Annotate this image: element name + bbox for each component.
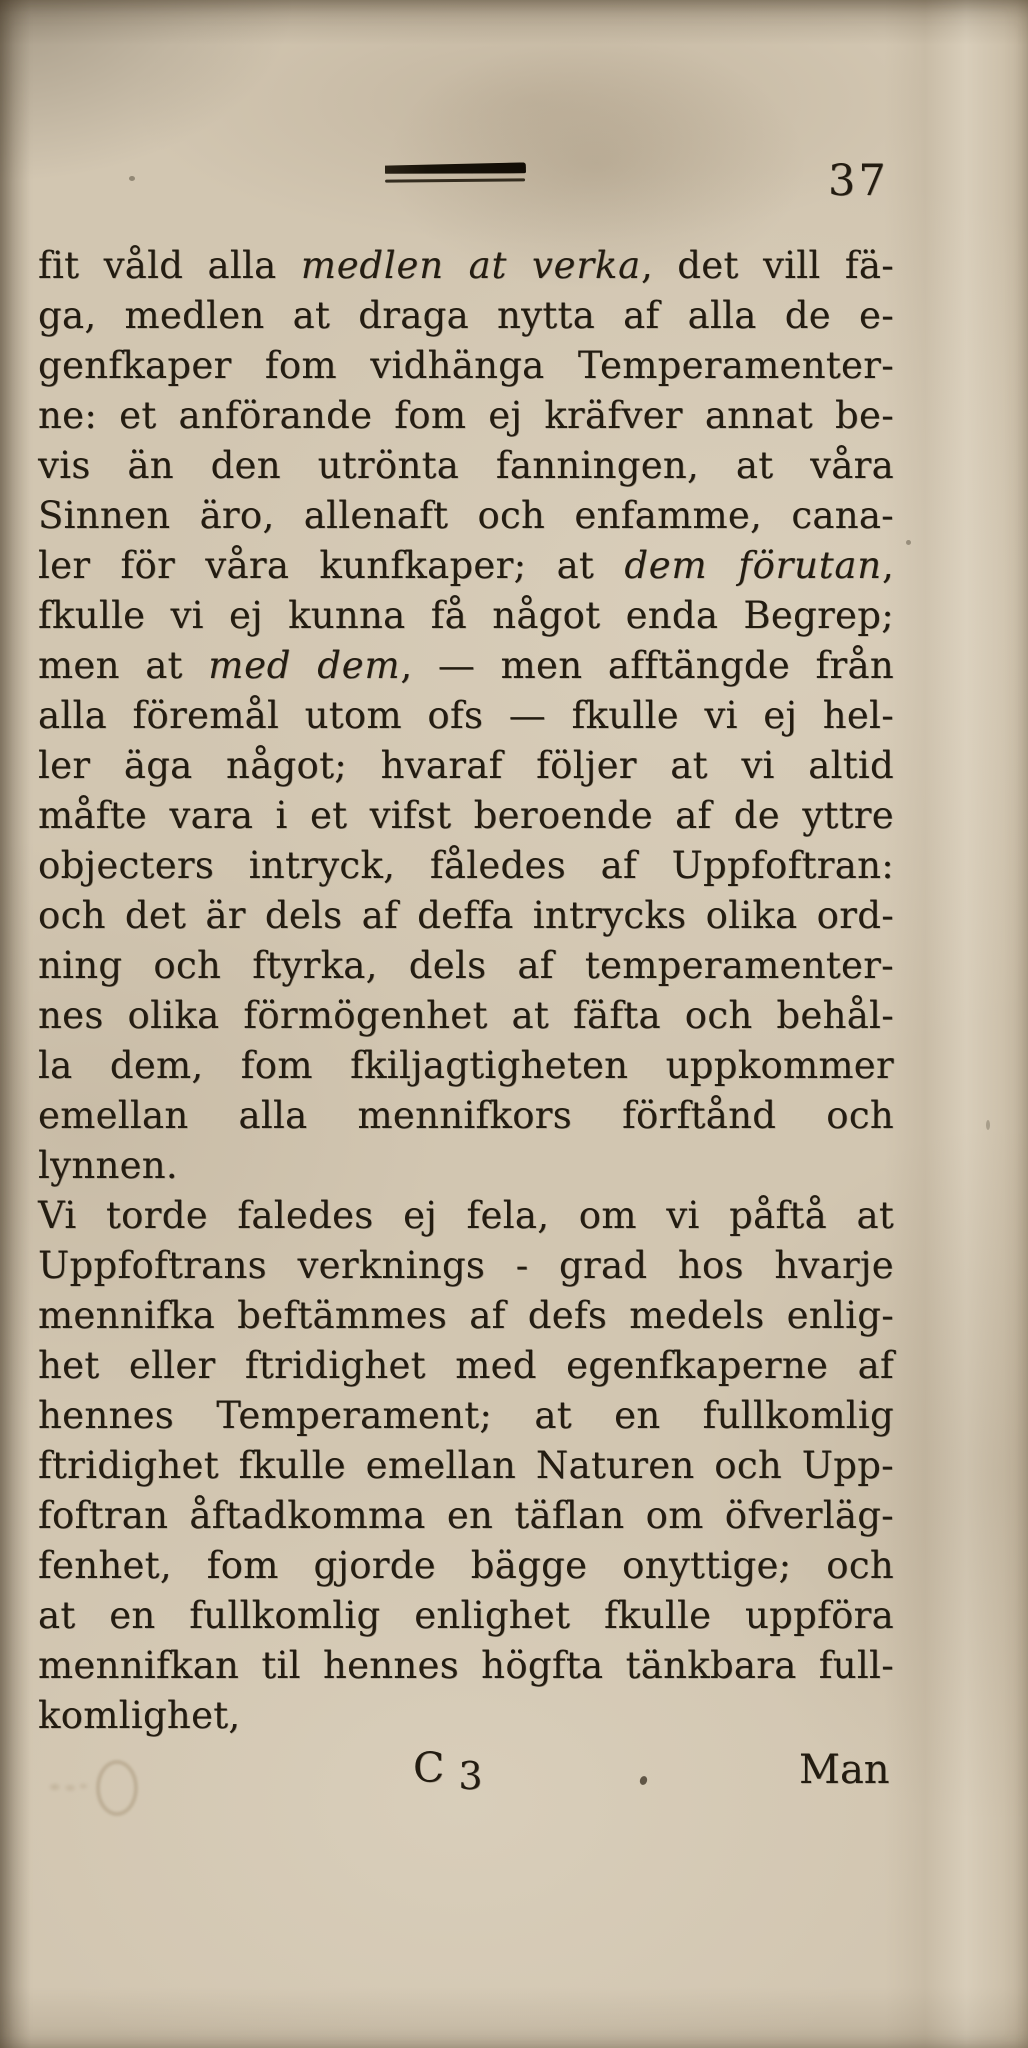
text-line <box>38 641 894 691</box>
text-line <box>38 1041 894 1091</box>
section-divider-rule <box>385 162 526 182</box>
text-line <box>38 391 894 441</box>
text-line <box>38 1541 894 1591</box>
ink-speck <box>986 1120 990 1130</box>
text-line <box>38 341 894 391</box>
text-segment: fkulle vi ej kunna få något enda Begrep; <box>38 594 894 637</box>
text-line <box>38 241 894 291</box>
text-line <box>38 291 894 341</box>
text-segment: Uppfoftrans verknings - grad hos hvarje <box>38 1244 894 1287</box>
text-segment: Sinnen äro, allenaft och enfamme, cana- <box>38 494 894 537</box>
text-segment: foftran åftadkomma en täflan om öfverläg- <box>38 1494 894 1537</box>
text-segment: vis än den utrönta fanningen, at våra <box>38 444 894 487</box>
text-segment: objecters intryck, fåledes af Uppfoftran: <box>38 844 894 887</box>
text-segment: , <box>881 544 894 587</box>
catchword: Man <box>799 1747 890 1793</box>
ink-speck <box>906 540 911 545</box>
signature-numeral: 3 <box>458 1754 483 1798</box>
ink-speck <box>129 176 135 181</box>
text-line <box>38 1691 894 1741</box>
text-segment: ga, medlen at draga nytta af alla de e- <box>38 294 894 337</box>
text-segment: genfkaper fom vidhänga Temperamenter- <box>38 344 894 387</box>
text-segment: ning och ftyrka, dels af temperamenter- <box>38 944 894 987</box>
body-text <box>38 241 894 1741</box>
text-segment: la dem, fom fkiljagtigheten uppkommer <box>38 1044 894 1087</box>
text-segment: och det är dels af deffa intrycks olika ord- <box>38 894 894 937</box>
text-line <box>38 791 894 841</box>
text-segment: ne: et anförande fom ej kräfver annat be- <box>38 394 894 437</box>
text-line <box>38 1491 894 1541</box>
page-number: 37 <box>828 156 889 206</box>
text-segment: ler äga något; hvaraf följer at vi altid <box>38 744 894 787</box>
text-line <box>38 691 894 741</box>
text-line <box>38 1191 894 1241</box>
text-segment: emellan alla mennifkors förftånd och lynnen. <box>38 1094 894 1187</box>
text-segment: fenhet, fom gjorde bägge onyttige; och <box>38 1544 894 1587</box>
text-segment: hennes Temperament; at en fullkomlig <box>38 1394 894 1437</box>
text-line <box>38 1091 894 1191</box>
text-segment: het eller ftridighet med egenfkaperne af <box>38 1344 894 1387</box>
text-line <box>38 1341 894 1391</box>
text-segment: ftridighet fkulle emellan Naturen och Upp- <box>38 1444 894 1487</box>
text-segment: ler för våra kunfkaper; at <box>38 544 625 587</box>
text-line <box>38 1241 894 1291</box>
text-segment: at en fullkomlig enlighet fkulle uppföra <box>38 1594 894 1637</box>
text-line <box>38 941 894 991</box>
text-line <box>38 1591 894 1641</box>
signature-mark <box>413 1744 483 1798</box>
text-segment: Vi torde faledes ej fela, om vi påftå at <box>38 1194 894 1237</box>
text-segment: komlighet, <box>38 1694 241 1737</box>
text-line <box>38 591 894 641</box>
text-segment: mennifkan til hennes högfta tänkbara full- <box>38 1644 894 1687</box>
text-line <box>38 891 894 941</box>
text-line <box>38 541 894 591</box>
signature-letter: C <box>413 1744 445 1792</box>
text-segment: alla föremål utom ofs — fkulle vi ej hel- <box>38 694 894 737</box>
text-line <box>38 991 894 1041</box>
text-line <box>38 841 894 891</box>
divider-thin-bar <box>385 178 525 182</box>
text-segment: mennifka beftämmes af defs medels enlig- <box>38 1294 894 1337</box>
text-segment: , — men afftängde från <box>400 644 894 687</box>
text-line <box>38 491 894 541</box>
text-line <box>38 1391 894 1441</box>
text-segment: nes olika förmögenhet at fäfta och behål- <box>38 994 894 1037</box>
divider-thick-bar <box>385 162 526 174</box>
text-segment: måfte vara i et vifst beroende af de yttre <box>38 794 894 837</box>
text-line <box>38 1441 894 1491</box>
italic-phrase: medlen at verka <box>300 244 641 287</box>
ink-speck <box>639 1775 649 1786</box>
text-line <box>38 1641 894 1691</box>
text-segment: men at <box>38 644 209 687</box>
text-line <box>38 441 894 491</box>
text-line <box>38 1291 894 1341</box>
bleedthrough-mark <box>46 1760 138 1816</box>
text-line <box>38 741 894 791</box>
italic-phrase: dem förutan <box>624 544 882 587</box>
text-segment: fit våld alla <box>38 244 301 287</box>
italic-phrase: med dem <box>208 644 401 687</box>
text-segment: , det vill fä- <box>640 244 894 287</box>
